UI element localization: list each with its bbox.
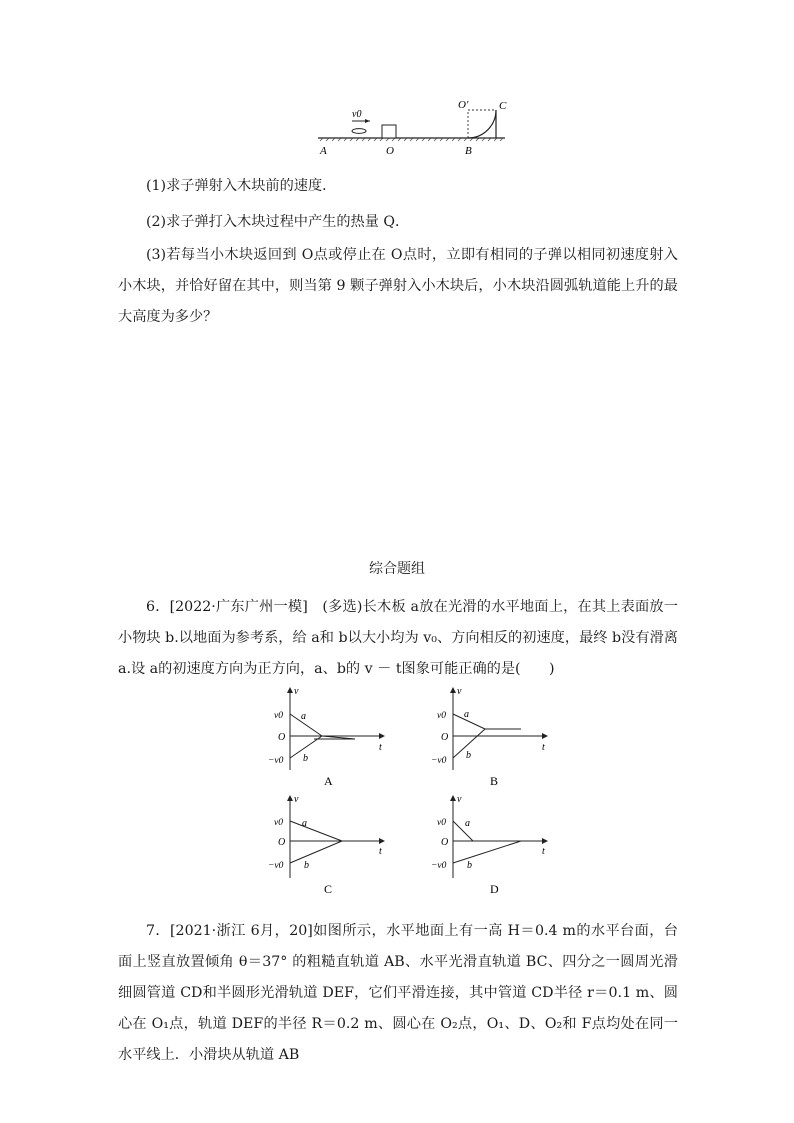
svg-text:O: O — [278, 837, 286, 848]
svg-text:t: t — [542, 846, 545, 857]
svg-text:a: a — [302, 818, 307, 829]
point-O-label: O — [386, 145, 394, 157]
svg-text:a: a — [465, 818, 470, 829]
question-3: (3)若每当小木块返回到 O点或停止在 O点时，立即有相同的子弹以相同初速度射入小木块，并恰好留在其中，则当第 9 颗子弹射入小木块后，小木块沿圆弧轨道能上升的最大高度为多少？ — [118, 247, 678, 325]
quarter-arc-track — [468, 110, 496, 138]
vt-graphs — [260, 684, 560, 898]
point-Oprime-label: O′ — [458, 99, 469, 111]
svg-text:v0: v0 — [437, 711, 446, 721]
point-A-label: A — [320, 145, 327, 157]
svg-text:C: C — [324, 882, 333, 896]
svg-text:B: B — [490, 774, 499, 788]
svg-text:A: A — [324, 774, 333, 788]
svg-text:−v0: −v0 — [268, 756, 284, 766]
svg-text:−v0: −v0 — [268, 861, 284, 871]
wood-block — [382, 125, 396, 138]
svg-text:v: v — [294, 794, 299, 805]
svg-text:O: O — [441, 837, 449, 848]
svg-text:b: b — [466, 750, 471, 761]
track-figure — [300, 92, 530, 162]
svg-text:a: a — [301, 711, 306, 722]
question-1: (1)求子弹射入木块前的速度． — [146, 178, 337, 194]
svg-text:v0: v0 — [274, 818, 283, 828]
svg-text:O: O — [278, 732, 286, 743]
svg-text:b: b — [467, 860, 472, 871]
svg-text:v0: v0 — [437, 818, 446, 828]
svg-text:t: t — [379, 742, 382, 753]
bullet — [352, 129, 366, 134]
svg-text:a: a — [464, 709, 469, 720]
graph-A — [268, 686, 384, 788]
problem-7-text: 7．[2021·浙江 6月，20]如图所示，水平地面上有一高 H＝0.4 m的水平台面，台面上竖直放置倾角 θ＝37° 的粗糙直轨道 AB、水平光滑直轨道 BC、四分之一圆周光滑细圆管道 CD和半圆形光滑轨道 DEF，它们平滑连接，其中管道 CD半径 r＝0.1 m、圆心在 O₁点，轨道 DEF的半径 R＝0.2 m、圆心在 O₂点，O₁、D、O₂和 F点均处在同一水平线上．小滑块从轨道 AB — [118, 923, 679, 1063]
point-B-label: B — [465, 145, 472, 157]
svg-text:−v0: −v0 — [431, 861, 447, 871]
svg-text:t: t — [379, 846, 382, 857]
svg-text:O: O — [441, 732, 449, 743]
svg-text:b: b — [303, 753, 308, 764]
svg-text:t: t — [542, 742, 545, 753]
v0-label: v0 — [352, 109, 362, 120]
point-C-label: C — [499, 100, 507, 112]
problem-6-text: 6．[2022·广东广州一模] (多选)长木板 a放在光滑的水平地面上，在其上表面放一小物块 b.以地面为参考系，给 a和 b以大小均为 v₀、方向相反的初速度，最终 b没有滑离 a.设 a的初速度方向为正方向，a、b的 v － t图象可能正确的是( ) — [118, 599, 678, 677]
svg-text:−v0: −v0 — [431, 756, 447, 766]
graph-B — [431, 686, 547, 788]
graph-C — [268, 794, 384, 896]
svg-text:v: v — [457, 686, 462, 697]
svg-text:b: b — [304, 860, 309, 871]
graph-D — [431, 794, 547, 896]
question-2: (2)求子弹打入木块过程中产生的热量 Q． — [146, 214, 410, 230]
svg-text:v: v — [294, 686, 299, 697]
svg-text:D: D — [490, 882, 499, 896]
svg-text:v0: v0 — [274, 711, 283, 721]
section-title: 综合题组 — [369, 561, 425, 577]
svg-text:v: v — [457, 794, 462, 805]
